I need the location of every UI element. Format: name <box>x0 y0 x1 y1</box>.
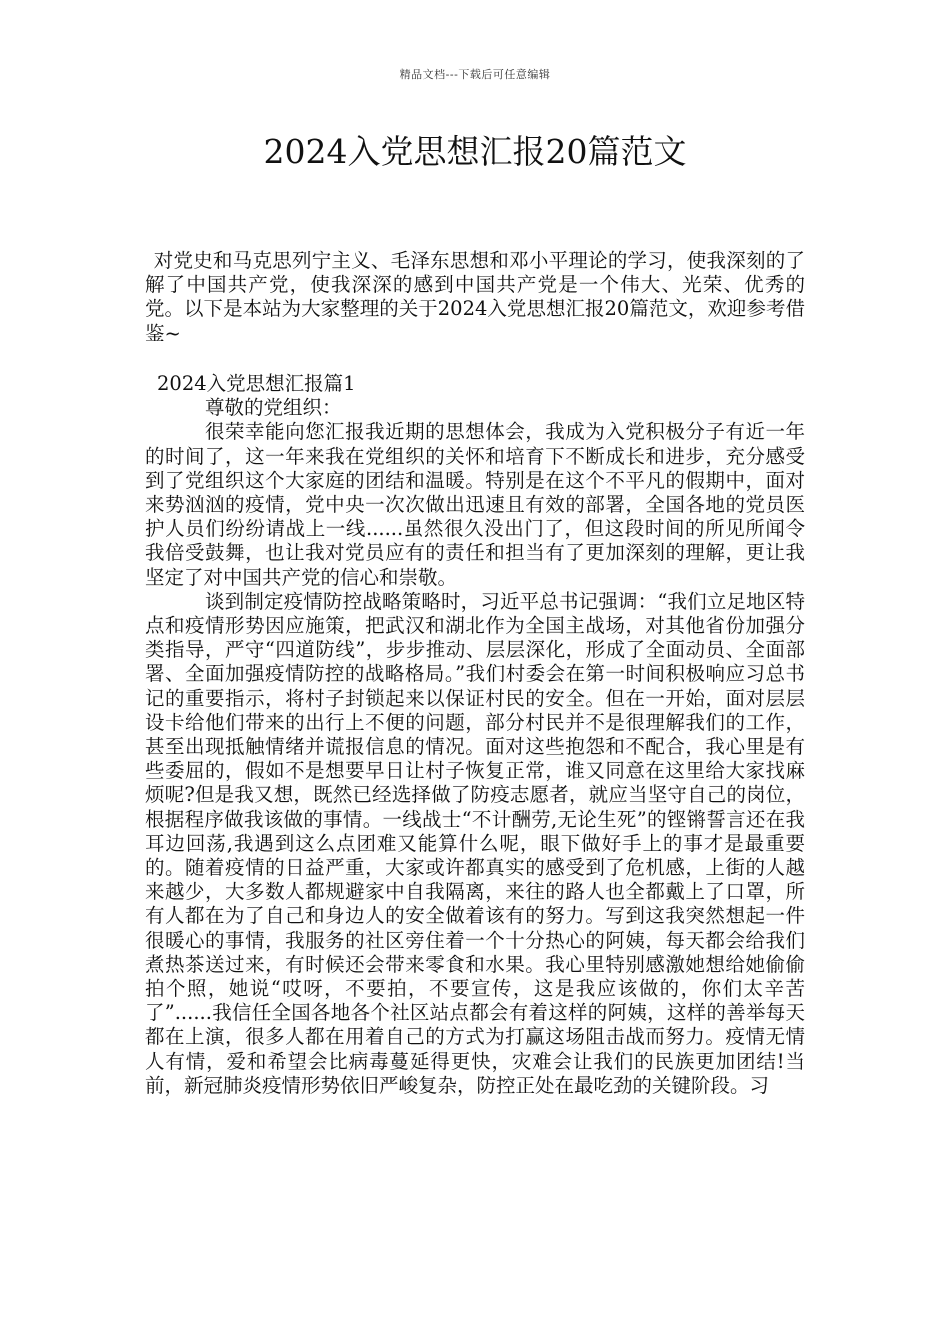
body-paragraph: 很荣幸能向您汇报我近期的思想体会，我成为入党积极分子有近一年的时间了，这一年来我在党组织的关怀和培育下不断成长和进步，充分感受到了党组织这个大家庭的团结和温暖。特别是在这个不平凡的假期中，面对来势汹汹的疫情，党中央一次次做出迅速且有效的部署，全国各地的党员医护人员们纷纷请战上一线......虽然很久没出门了，但这段时间的所见所闻令我倍受鼓舞，也让我对党员应有的责任和担当有了更加深刻的理解，更让我坚定了对中国共产党的信心和崇敬。 <box>145 420 805 589</box>
intro-paragraph: 对党史和马克思列宁主义、毛泽东思想和邓小平理论的学习，使我深刻的了解了中国共产党，使我深深的感到中国共产党是一个伟大、光荣、优秀的党。以下是本站为大家整理的关于2024入党思想汇报20篇范文，欢迎参考借鉴~ <box>145 249 805 345</box>
section-1 <box>145 372 805 1098</box>
salutation: 尊敬的党组织： <box>205 396 342 420</box>
intro-block <box>145 249 805 346</box>
body-paragraph: 谈到制定疫情防控战略策略时，习近平总书记强调：“我们立足地区特点和疫情形势因应施策，把武汉和湖北作为全国主战场，对其他省份加强分类指导，严守“四道防线”，步步推动、层层深化，形成了全面动员、全面部署、全面加强疫情防控的战略格局。”我们村委会在第一时间积极响应习总书记的重要指示，将村子封锁起来以保证村民的安全。但在一开始，面对层层设卡给他们带来的出行上不便的问题，部分村民并不是很理解我们的工作，甚至出现抵触情绪并谎报信息的情况。面对这些抱怨和不配合，我心里是有些委屈的，假如不是想要早日让村子恢复正常，谁又同意在这里给大家找麻烦呢?但是我又想，既然已经选择做了防疫志愿者，就应当坚守自己的岗位，根据程序做我该做的事情。一线战士“不计酬劳,无论生死”的铿锵誓言还在我耳边回荡,我遇到这么点团难又能算什么呢，眼下做好手上的事才是最重要的。随着疫情的日益严重，大家或许都真实的感受到了危机感，上街的人越来越少，大多数人都规避家中自我隔离，来往的路人也全都戴上了口罩，所有人都在为了自己和身边人的安全做着该有的努力。写到这我突然想起一件很暖心的事情，我服务的社区旁住着一个十分热心的阿姨，每天都会给我们煮热茶送过来，有时候还会带来零食和水果。我心里特别感激她想给她偷偷拍个照，她说“哎呀，不要拍，不要宣传，这是我应该做的，你们太辛苦了”......我信任全国各地各个社区站点都会有着这样的阿姨，这样的善举每天都在上演，很多人都在用着自己的方式为打赢这场阻击战而努力。疫情无情人有情，爱和希望会比病毒蔓延得更快，灾难会让我们的民族更加团结!当前，新冠肺炎疫情形势依旧严峻复杂，防控正处在最吃劲的关键阶段。习 <box>145 589 805 1097</box>
section-heading: 2024入党思想汇报篇1 <box>157 372 356 395</box>
document-title: 2024入党思想汇报20篇范文 <box>263 132 687 171</box>
header-note: 精品文档---下载后可任意编辑 <box>399 68 551 81</box>
